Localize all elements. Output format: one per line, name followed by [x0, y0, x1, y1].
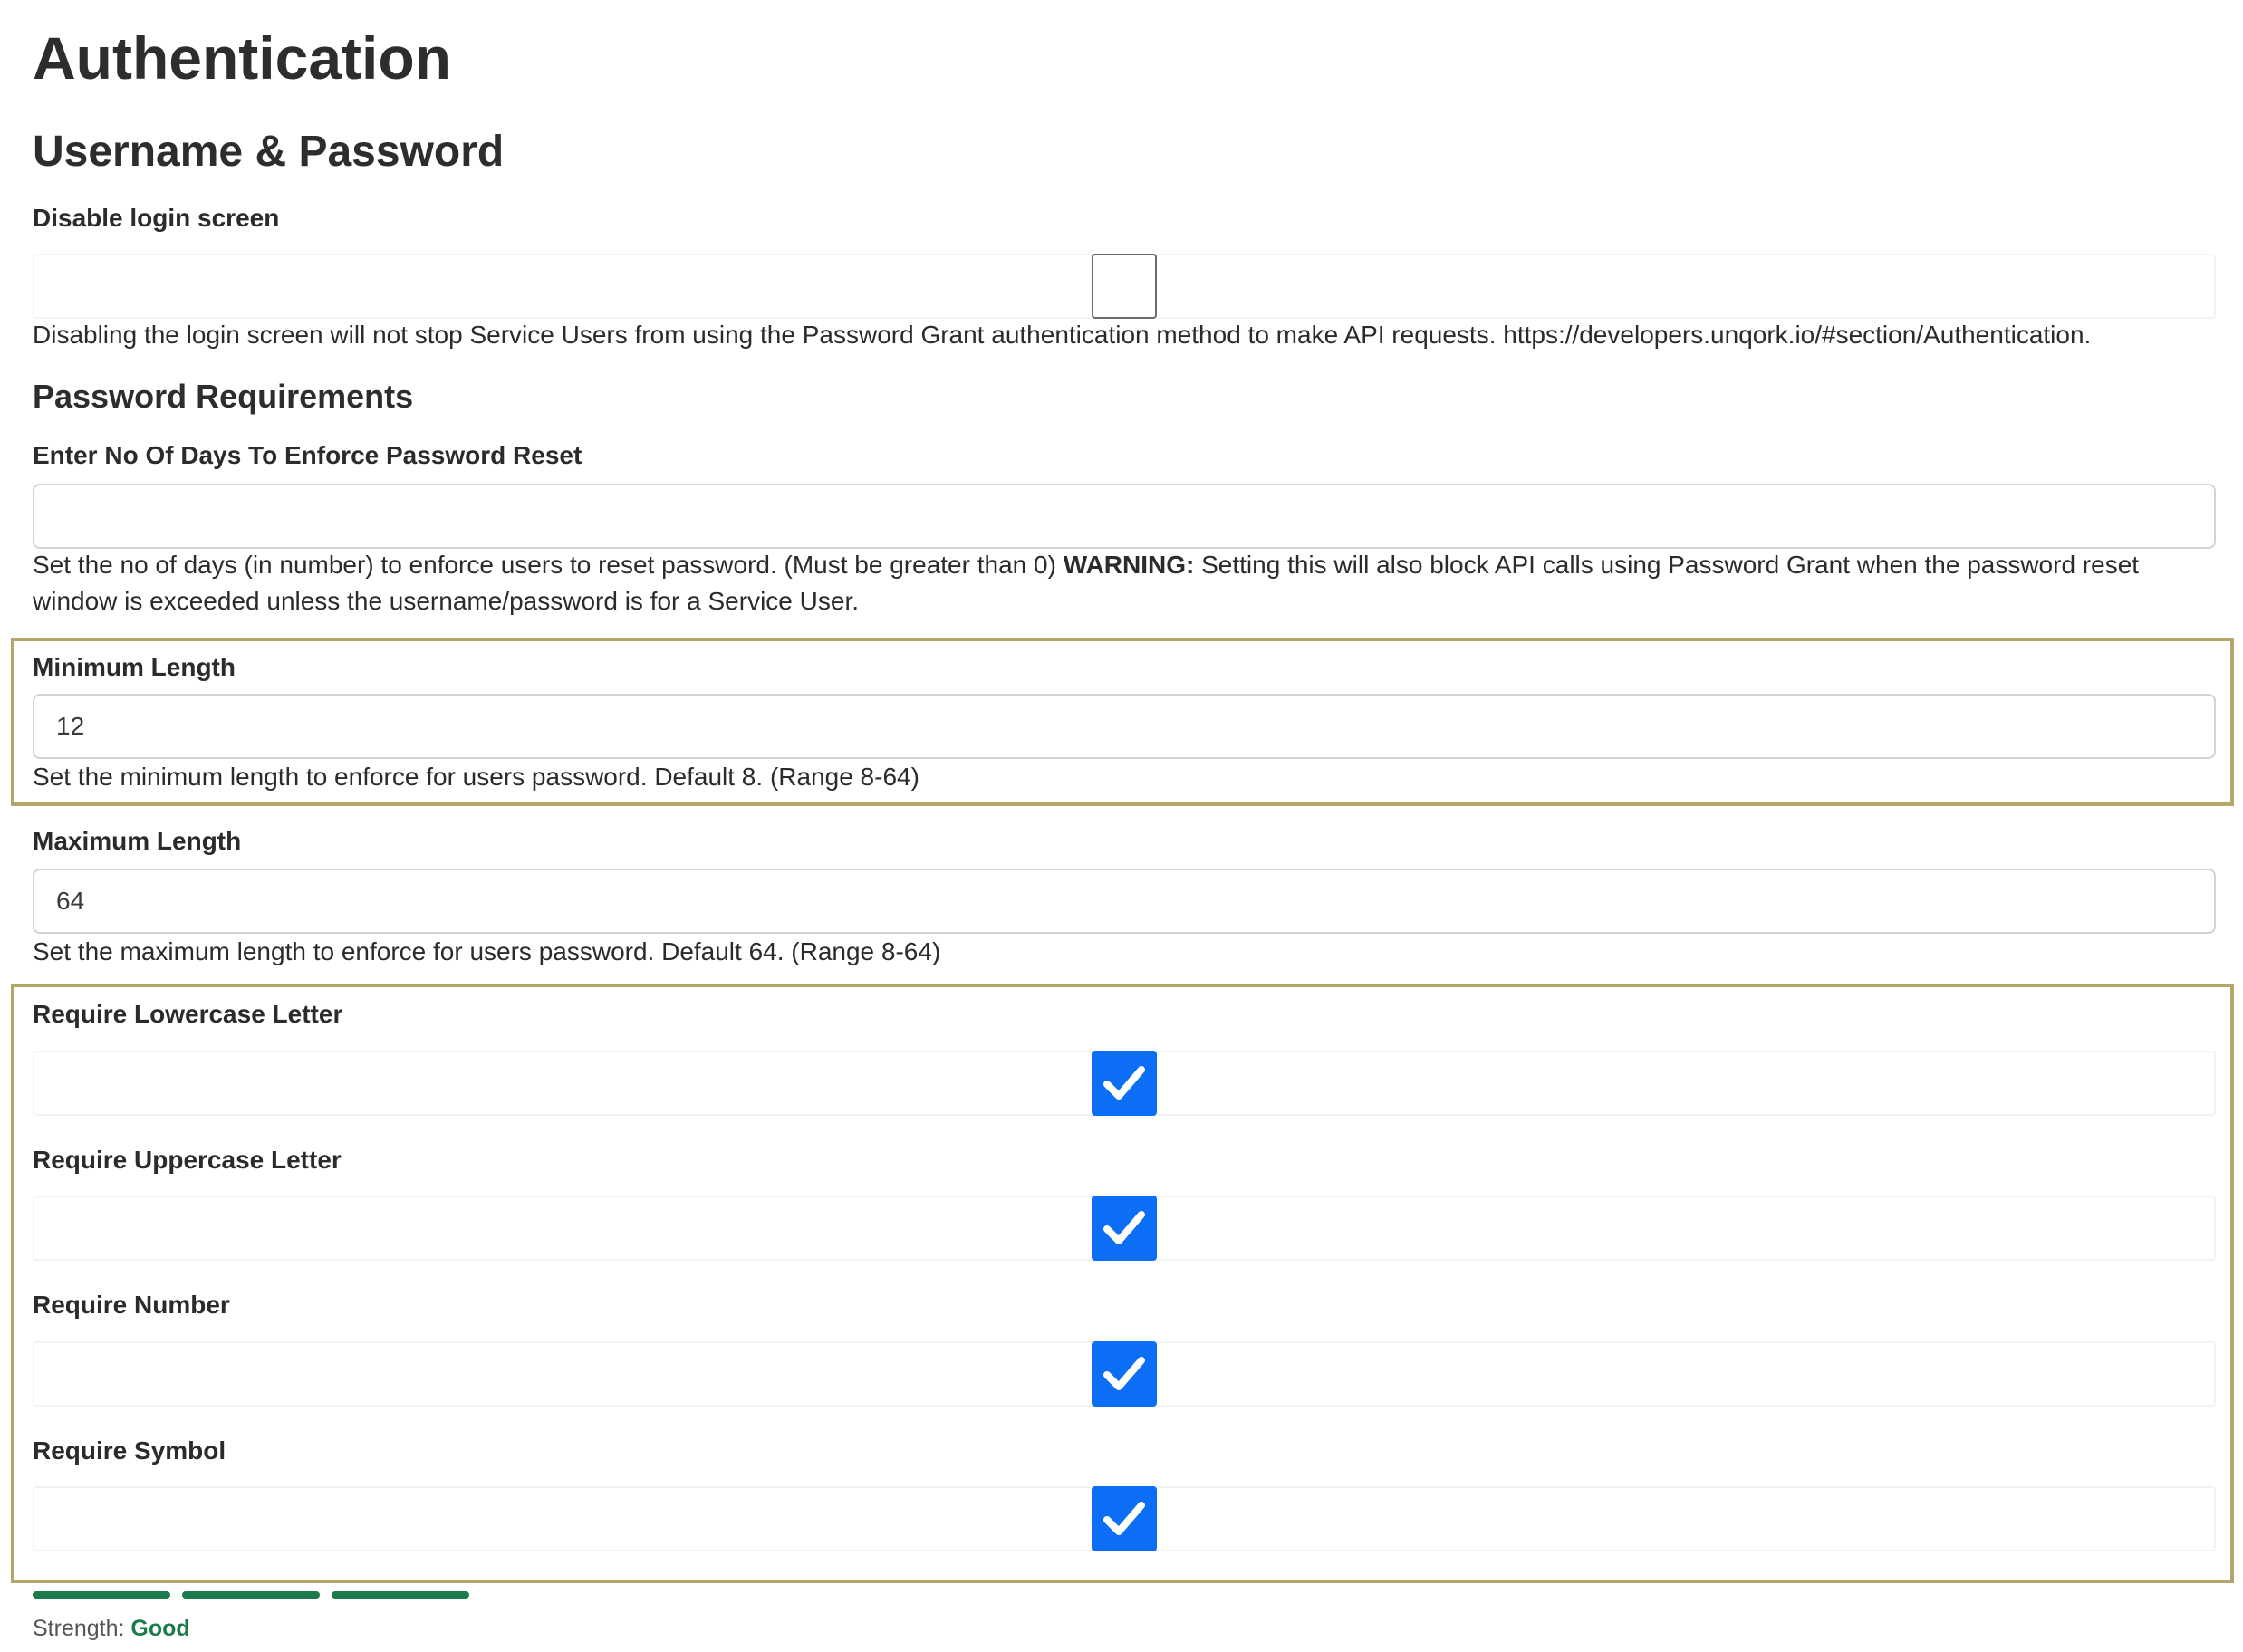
strength-segment [332, 1591, 469, 1599]
reset-days-help [33, 547, 2216, 620]
require-lowercase-checkbox[interactable] [1092, 1051, 1157, 1116]
min-length-input[interactable] [33, 694, 2216, 759]
password-requirements-title: Password Requirements [33, 378, 414, 415]
reset-days-help-text: Set the no of days (in number) to enforce users to reset password. (Must be greater than 0) [33, 551, 1064, 579]
strength-segment [182, 1591, 320, 1599]
checkmark-icon [1101, 1060, 1148, 1107]
page-title: Authentication [33, 24, 451, 91]
require-uppercase-checkbox[interactable] [1092, 1196, 1157, 1261]
strength-segment [33, 1591, 170, 1599]
disable-login-label: Disable login screen [33, 204, 280, 232]
require-number-label: Require Number [33, 1291, 230, 1319]
require-uppercase-label: Require Uppercase Letter [33, 1146, 342, 1174]
max-length-input[interactable] [33, 869, 2216, 934]
disable-login-help: Disabling the login screen will not stop Service Users from using the Password Grant authentication method to make API requests. https://developers.unqork.io/#section/Authentication. [33, 321, 2092, 349]
max-length-help: Set the maximum length to enforce for users password. Default 64. (Range 8-64) [33, 937, 941, 965]
min-length-help: Set the minimum length to enforce for users password. Default 8. (Range 8-64) [33, 763, 919, 791]
checkmark-icon [1101, 1495, 1148, 1542]
require-number-checkbox[interactable] [1092, 1341, 1157, 1407]
section-title: Username & Password [33, 128, 505, 176]
require-lowercase-label: Require Lowercase Letter [33, 1000, 343, 1028]
disable-login-checkbox[interactable] [1092, 254, 1157, 319]
strength-label: Strength: [33, 1616, 125, 1641]
reset-days-help-suffix: Setting this will also block API calls using Password Grant when the password reset window is exceeded unless the username/password is for a Service User. [33, 551, 2140, 615]
require-symbol-label: Require Symbol [33, 1436, 226, 1465]
reset-days-warning: WARNING: [1063, 551, 1195, 579]
strength-value: Good [130, 1616, 190, 1641]
checkmark-icon [1101, 1350, 1148, 1397]
require-symbol-checkbox[interactable] [1092, 1486, 1157, 1551]
strength-indicator [33, 1615, 190, 1642]
reset-days-label: Enter No Of Days To Enforce Password Reset [33, 441, 582, 469]
reset-days-input[interactable] [33, 484, 2216, 549]
max-length-label: Maximum Length [33, 827, 242, 855]
checkmark-icon [1101, 1205, 1148, 1252]
min-length-label: Minimum Length [33, 653, 236, 681]
